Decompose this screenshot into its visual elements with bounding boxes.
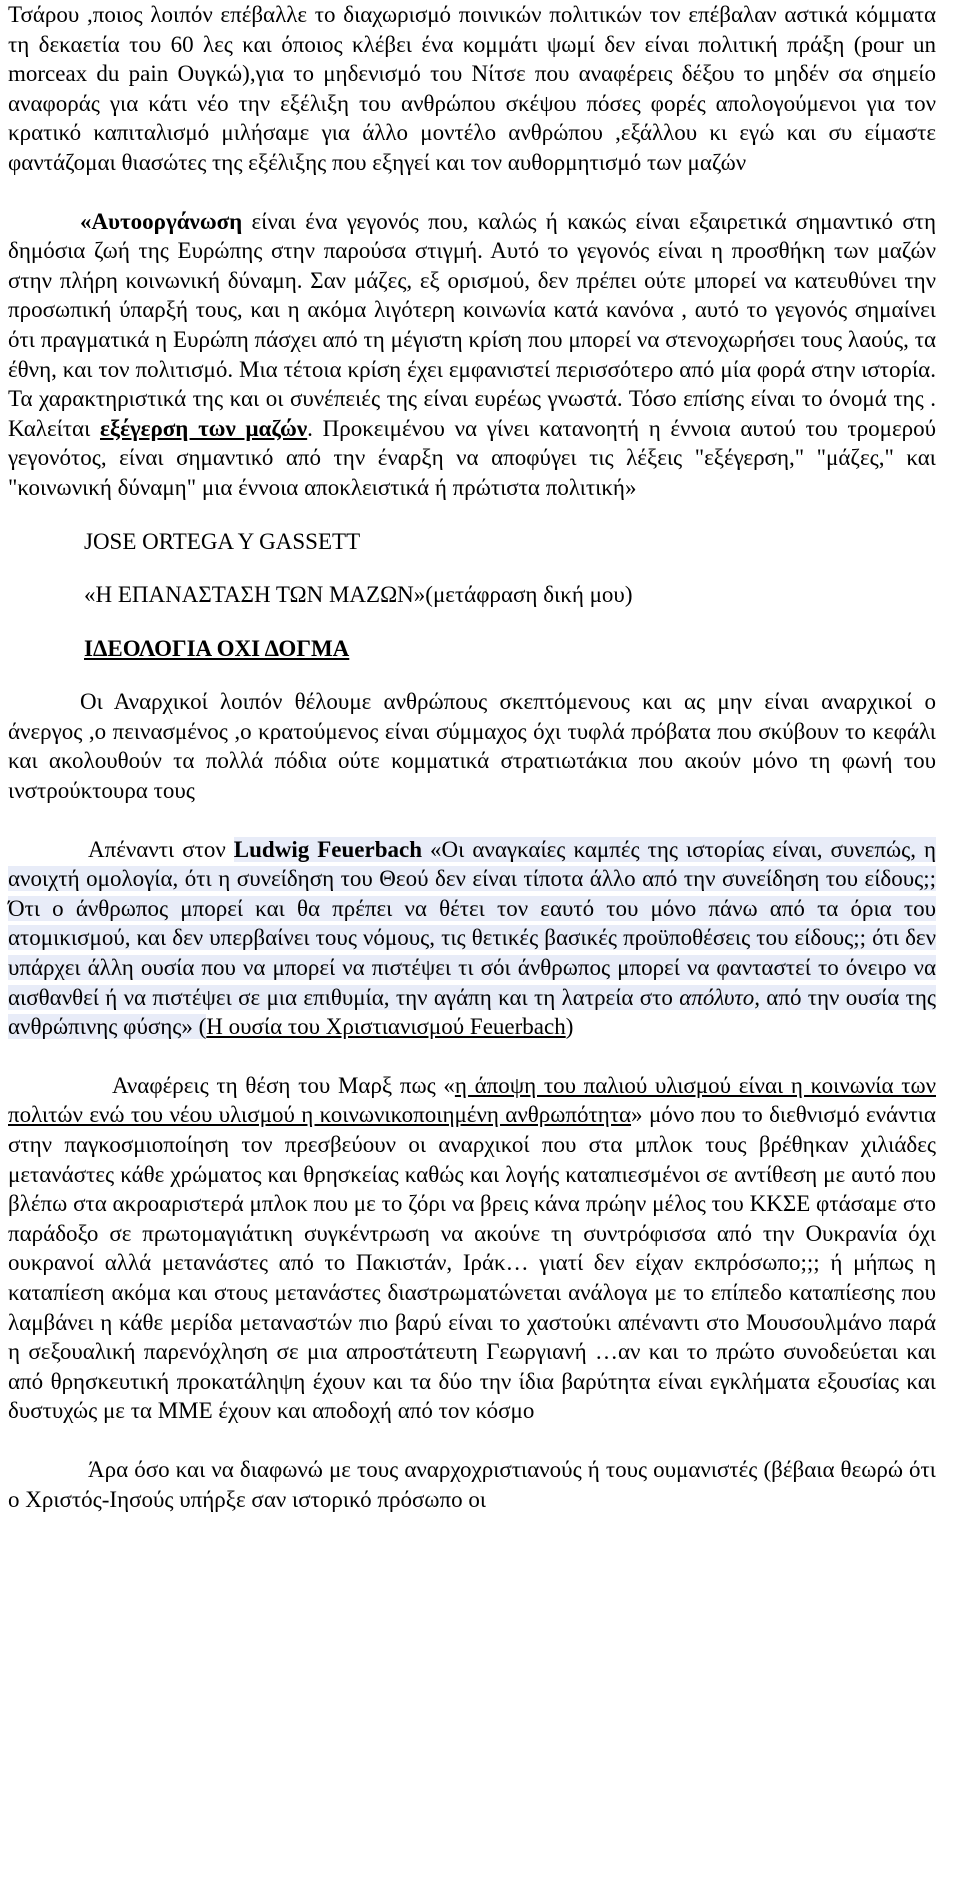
paragraph-anarchists: Οι Αναρχικοί λοιπόν θέλουμε ανθρώπους σκεπτόμενους και ας μην είναι αναρχικοί ο άνεργος ,ο πεινασμένος ,ο κρατούμενος είναι σύμμαχος όχι τυφλά πρόβατα που σκύβουν το κεφάλι και ακολουθούν τα πολλά πόδια ούτε κομματικά στρατιωτάκια που ακούν μόνο τη φωνή του ινστρούκτουρα τους xyxy=(8,689,936,804)
paragraph-text: Τσάρου ,ποιος λοιπόν επέβαλλε το διαχωρισμό ποινικών πολιτικών τον επέβαλαν αστικά κόμματα τη δεκαετία του 60 λες και όποιος κλέβει ένα κομμάτι ψωμί δεν είναι πολιτική πράξη (pour un morceax du pain Ουγκώ),για το μηδενισμό του Νίτσε που αναφέρεις δέξου το μηδέν σα σημείο αναφοράς για κάτι νέο την εξέλιξη του ανθρώπου σκέψου πόσες φορές απολογούμενοι για τον κρατικό καπιταλισμό μιλήσαμε για άλλο μοντέλο ανθρώπου ,εξάλλου κι εγώ και συ είμαστε φαντάζομαι θιασώτες της εξέλιξης που εξηγεί και τον αυθορμητισμό των μαζών xyxy=(8,2,936,175)
section-heading: ΙΔΕΟΛΟΓΙΑ ΟΧΙ ΔΟΓΜΑ xyxy=(84,635,350,661)
paragraph-feuerbach xyxy=(8,835,936,1042)
feuerbach-close: ) xyxy=(565,1014,574,1040)
feuerbach-name: Ludwig Feuerbach xyxy=(233,836,422,862)
marx-quote: η άποψη του παλιού υλισμού είναι η κοινωνία των πολιτών ενώ του νέου υλισμού η κοινωνικοποιημένη ανθρωπότητα xyxy=(8,1072,936,1128)
marx-lead: Αναφέρεις τη θέση του Μαρξ πως « xyxy=(112,1072,455,1098)
quote-author: JOSE ORTEGA Y GASSETT xyxy=(84,528,361,554)
quote-tail: . Προκειμένου να γίνει κατανοητή η έννοια αυτού του τρομερού γεγονότος, είναι σημαντικό από την έναρξη να αποφύγει τις λέξεις "εξέγερση," "μάζες," και "κοινωνική δύναμη" μια έννοια αποκλειστικά ή πρώτιστα πολιτική» xyxy=(8,415,936,500)
quote-body: είναι ένα γεγονός που, καλώς ή κακώς είναι εξαιρετικά σημαντικό στη δημόσια ζωή της Ευρώπης στην παρούσα στιγμή. Αυτό το γεγονός είναι η προσθήκη των μαζών στην πλήρη κοινωνική δύναμη. Σαν μάζες, εξ ορισμού, δεν πρέπει ούτε μπορεί να κατευθύνει την προσωπική ύπαρξή τους, και η ακόμα λιγότερη κοινωνία κατά κανόνα , αυτό το γεγονός σημαίνει ότι πραγματικά η Ευρώπη πάσχει από τη μέγιστη κρίση που μπορεί να στενοχωρήσει τους λαούς, τα έθνη, και τον πολιτισμό. Μια τέτοια κρίση έχει εμφανιστεί περισσότερο από μία φορά στην ιστορία. Τα χαρακτηριστικά της και οι συνέπειές της είναι ευρέως γνωστά. Τόσο επίσης είναι το όνομά της . Καλείται xyxy=(8,208,936,441)
feuerbach-source: Η ουσία του Χριστιανισμού Feuerbach xyxy=(206,1014,566,1040)
feuerbach-lead: Απέναντι στον xyxy=(88,836,234,862)
quote-emphasis: εξέγερση των μαζών xyxy=(100,415,308,441)
feuerbach-after: από την ουσία της ανθρώπινης φύσης» ( xyxy=(8,984,936,1040)
marx-rest: » μόνο που το διεθνισμό ενάντια στην παγκοσμιοποίηση τον πρεσβεύουν οι αναρχικοί που στα μπλοκ τους βρέθηκαν χιλιάδες μετανάστες κάθε χρώματος και θρησκείας καθώς και λογής καταπιεσμένοι σε αντίθεση με αυτό που βλέπω στα ακροαριστερά μπλοκ που με το ζόρι να βρεις κάνα πρώην μέλος του ΚΚΣΕ φτάσαμε στο παράδοξο σε πρωτομαγιάτικη συγκέντρωση να ακούνε τη συντρόφισσα από την Ουκρανία όχι ουκρανοί αλλά μετανάστες από το Πακιστάν, Ιράκ… γιατί δεν είχαν εκπρόσωπο;;; ή μήπως η καταπίεση ακόμα και στους μετανάστες διαστρωματώνεται ανάλογα με το επίπεδο καταπίεσης που λαμβάνει η κάθε μερίδα μεταναστών πιο βαρύ είναι το χαστούκι απέναντι στο Μουσουλμάνο παρά η σεξουαλική παρενόχληση σε μια απροστάτευτη Γεωργιανή …αν και το πρώτο συνοδεύεται και από θρησκευτική προκατάληψη έχουν και τα δύο την ίδια βαρύτητα είναι εγκλήματα εξουσίας και δυστυχώς με τα ΜΜΕ έχουν και αποδοχή από τον κόσμο xyxy=(8,1102,936,1424)
quote-book: «Η ΕΠΑΝΑΣΤΑΣΗ ΤΩΝ ΜΑΖΩΝ»(μετάφραση δική μου) xyxy=(84,582,633,608)
paragraph-nietzsche xyxy=(8,0,936,178)
paragraph-marx xyxy=(8,1071,936,1426)
quote-ortega xyxy=(8,207,936,503)
feuerbach-quote: «Οι αναγκαίες καμπές της ιστορίας είναι, συνεπώς, η ανοιχτή ομολογία, ότι η συνείδηση του Θεού δεν είναι τίποτα άλλο από την συνείδηση του είδους;; Ότι ο άνθρωπος μπορεί και θα πρέπει να θέτει τον εαυτό του μόνο πάνω από τα όρια του ατομικισμού, και δεν υπερβαίνει τους νόμους, τις θετικές βασικές προϋποθέσεις του είδους;; ότι δεν υπάρχει άλλη ουσία που να μπορεί να πιστέψει τι σόι άνθρωπος μπορεί να φανταστεί το όνειρο να αισθανθεί ή να πιστέψει σε μια επιθυμία, την αγάπη και τη λατρεία στο xyxy=(8,836,937,1010)
feuerbach-italic: απόλυτο, xyxy=(679,984,760,1010)
quote-term: «Αυτοοργάνωση xyxy=(80,208,243,234)
paragraph-anarchochristians: Άρα όσο και να διαφωνώ με τους αναρχοχριστιανούς ή τους ουμανιστές (βέβαια θεωρώ ότι ο Χριστός-Ιησούς υπήρξε σαν ιστορικό πρόσωπο οι xyxy=(8,1456,936,1512)
